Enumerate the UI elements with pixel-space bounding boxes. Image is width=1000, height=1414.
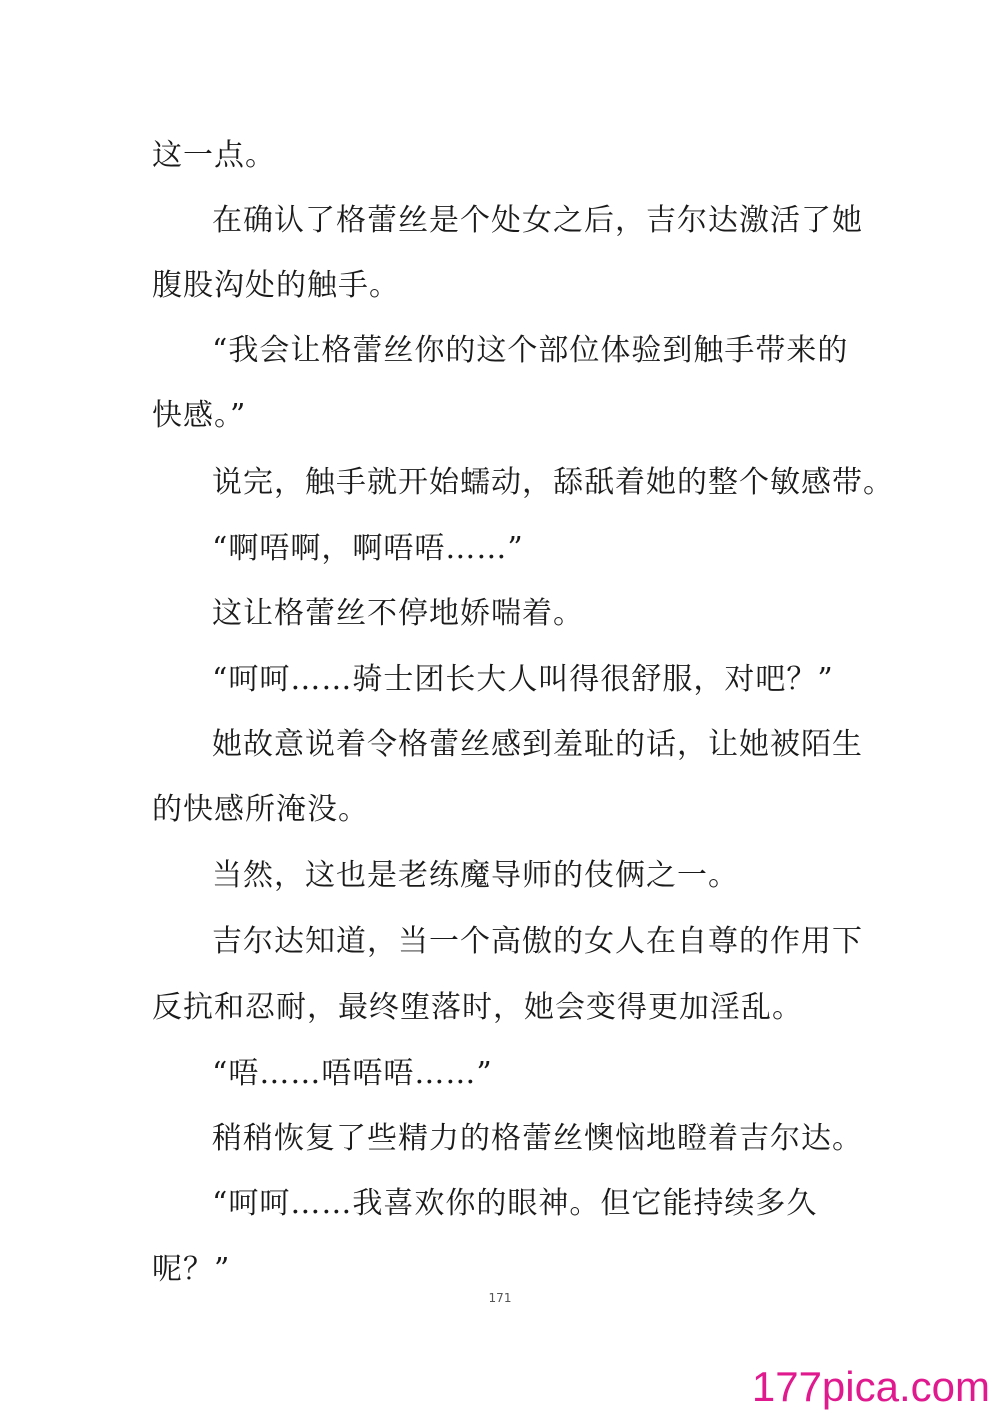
- text-line: “啊唔啊，啊唔唔……”: [212, 531, 524, 566]
- text-line: 这一点。: [152, 138, 276, 173]
- text-line: 说完，触手就开始蠕动，舔舐着她的整个敏感带。: [212, 465, 894, 500]
- text-line: 快感。”: [152, 398, 247, 433]
- text-line: “呵呵……我喜欢你的眼神。但它能持续多久: [212, 1186, 818, 1221]
- text-line: 的快感所淹没。: [152, 792, 369, 827]
- text-line: “唔……唔唔唔……”: [212, 1056, 493, 1091]
- text-line: “呵呵……骑士团长大人叫得很舒服，对吧？”: [212, 662, 834, 697]
- text-line: 稍稍恢复了些精力的格蕾丝懊恼地瞪着吉尔达。: [212, 1121, 863, 1156]
- text-line: 吉尔达知道，当一个高傲的女人在自尊的作用下: [212, 924, 863, 959]
- page-number: 171: [488, 1291, 512, 1305]
- watermark: 177pica.com: [751, 1363, 990, 1410]
- text-line: 当然，这也是老练魔导师的伎俩之一。: [212, 858, 739, 893]
- text-line: 她故意说着令格蕾丝感到羞耻的话，让她被陌生: [212, 727, 863, 762]
- text-line: 在确认了格蕾丝是个处女之后，吉尔达激活了她: [212, 203, 863, 238]
- text-line: 这让格蕾丝不停地娇喘着。: [212, 596, 584, 631]
- text-line: 反抗和忍耐，最终堕落时，她会变得更加淫乱。: [152, 990, 803, 1025]
- text-line: 腹股沟处的触手。: [152, 268, 400, 303]
- text-line: 呢？”: [152, 1252, 231, 1287]
- text-line: “我会让格蕾丝你的这个部位体验到触手带来的: [212, 333, 849, 368]
